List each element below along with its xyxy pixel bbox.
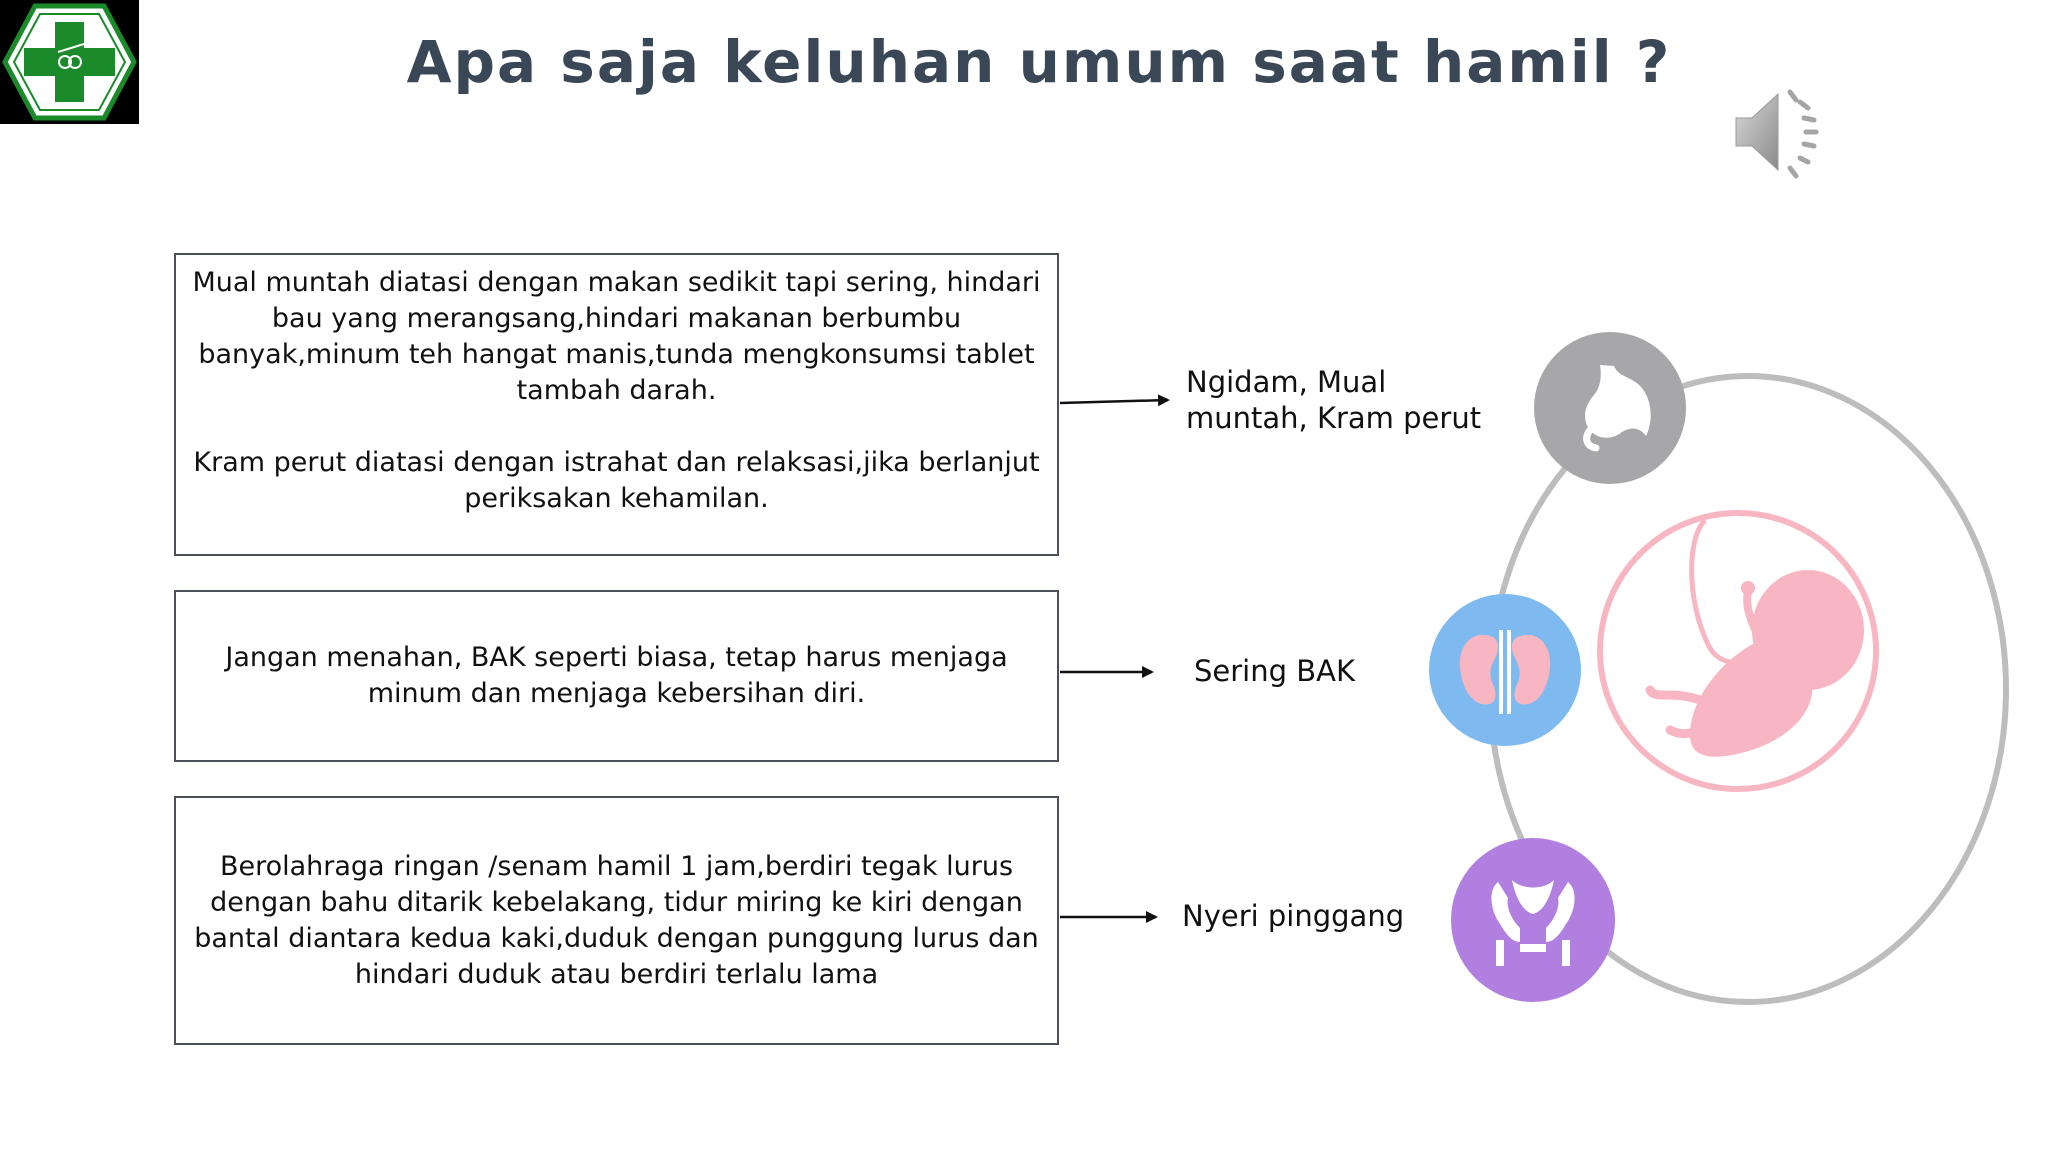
pelvis-icon [1451,838,1615,1002]
advice-text: Jangan menahan, BAK seperti biasa, tetap harus menjaga minum dan menjaga kebersihan diri. [225,642,1008,709]
advice-text: Mual muntah diatasi dengan makan sedikit tapi sering, hindari bau yang merangsang,hindari makanan berbumbu banyak,minum teh hangat manis,tunda mengkonsumsi tablet tambah darah. [192,267,1041,406]
complaint-label-nausea: Ngidam, Mual muntah, Kram perut [1186,365,1482,435]
complaint-label-urination: Sering BAK [1194,654,1355,688]
kidney-icon [1429,594,1581,746]
audio-speaker[interactable] [1730,82,1840,182]
advice-text: Kram perut diatasi dengan istrahat dan relaksasi,jika berlanjut periksakan kehamilan. [193,447,1040,514]
stomach-icon [1534,332,1686,484]
slide-title: Apa saja keluhan umum saat hamil ? [406,28,1672,96]
advice-text: Berolahraga ringan /senam hamil 1 jam,berdiri tegak lurus dengan bahu ditarik kebelakang, tidur miring ke kiri dengan bantal diantara kedua kaki,duduk dengan punggung lurus dan hindari duduk atau berdiri terlalu lama [194,850,1039,990]
fetus-icon [1600,513,1876,789]
arrow-nausea [1060,400,1168,403]
pregnancy-ring [1490,376,2006,1002]
speaker-icon[interactable] [1730,82,1840,182]
advice-box-urination [174,590,1059,762]
complaint-label-back-pain: Nyeri pinggang [1182,899,1405,933]
advice-box-back-pain [174,796,1059,1045]
advice-box-nausea [174,253,1059,556]
